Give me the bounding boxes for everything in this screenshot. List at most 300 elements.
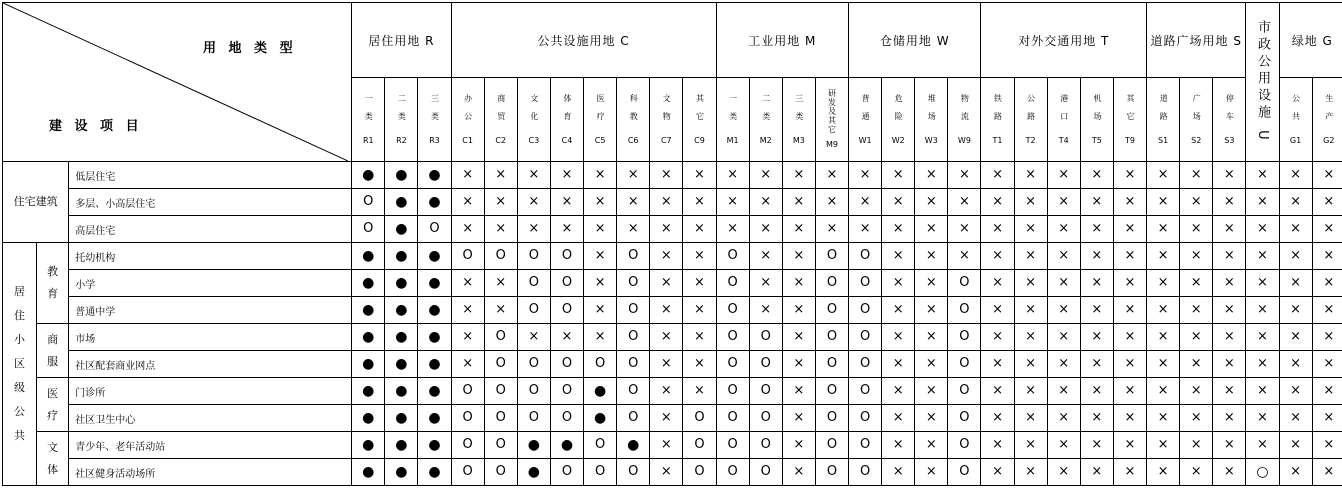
category-label: 居住小区级公共	[14, 285, 26, 442]
mark-not-allowed: ×	[1213, 243, 1246, 270]
mark-not-allowed: ×	[1113, 432, 1146, 459]
mark-conditional: O	[948, 351, 981, 378]
subheader-code: R3	[429, 135, 440, 145]
subheader-label: 二类	[397, 93, 407, 130]
mark-allowed: ●	[352, 378, 385, 405]
mark-not-allowed: ×	[1014, 351, 1047, 378]
mark-allowed: ●	[352, 297, 385, 324]
mark-conditional: O	[617, 405, 650, 432]
subcategory-label: 商服	[47, 332, 59, 368]
mark-not-allowed: ×	[1080, 405, 1113, 432]
mark-allowed: ●	[385, 216, 418, 243]
mark-not-allowed: ×	[1246, 189, 1279, 216]
mark-not-allowed: ×	[782, 270, 815, 297]
mark-conditional: O	[484, 432, 517, 459]
mark-not-allowed: ×	[1080, 378, 1113, 405]
mark-conditional: O	[484, 378, 517, 405]
subheader-code: T5	[1091, 135, 1102, 145]
mark-not-allowed: ×	[1047, 297, 1080, 324]
mark-conditional: O	[716, 378, 749, 405]
mark-conditional: O	[948, 405, 981, 432]
mark-allowed: ●	[418, 270, 451, 297]
subheader-m9	[815, 78, 848, 162]
mark-not-allowed: ×	[1113, 297, 1146, 324]
mark-conditional: O	[584, 432, 617, 459]
mark-not-allowed: ×	[1246, 243, 1279, 270]
mark-not-allowed: ×	[749, 162, 782, 189]
subheader-code: G2	[1323, 135, 1335, 145]
mark-not-allowed: ×	[683, 378, 716, 405]
mark-conditional: O	[617, 297, 650, 324]
mark-conditional: O	[749, 324, 782, 351]
mark-not-allowed: ×	[1312, 270, 1342, 297]
project-name: 小学	[69, 270, 352, 297]
mark-not-allowed: ×	[1147, 459, 1180, 486]
mark-not-allowed: ×	[650, 162, 683, 189]
subheader-code: C9	[694, 135, 705, 145]
mark-conditional: O	[617, 459, 650, 486]
mark-conditional: O	[550, 351, 583, 378]
table-row	[3, 459, 1342, 486]
subcategory-label: 文体	[47, 440, 59, 476]
mark-allowed: ●	[385, 189, 418, 216]
mark-not-allowed: ×	[782, 189, 815, 216]
mark-not-allowed: ×	[882, 405, 915, 432]
table-row	[3, 297, 1342, 324]
mark-allowed: ●	[418, 378, 451, 405]
mark-not-allowed: ×	[749, 297, 782, 324]
mark-not-allowed: ×	[683, 243, 716, 270]
mark-allowed: ●	[385, 459, 418, 486]
mark-conditional: O	[484, 405, 517, 432]
mark-not-allowed: ×	[1213, 216, 1246, 243]
mark-not-allowed: ×	[981, 162, 1014, 189]
table-row	[3, 405, 1342, 432]
subheader-code: W2	[891, 135, 905, 145]
mark-not-allowed: ×	[650, 405, 683, 432]
mark-allowed: ●	[352, 324, 385, 351]
mark-conditional: O	[948, 459, 981, 486]
subheader-c4	[550, 78, 583, 162]
mark-conditional: O	[716, 351, 749, 378]
mark-not-allowed: ×	[782, 216, 815, 243]
mark-not-allowed: ×	[981, 405, 1014, 432]
mark-not-allowed: ×	[1113, 324, 1146, 351]
mark-not-allowed: ×	[782, 459, 815, 486]
mark-not-allowed: ×	[1279, 432, 1312, 459]
mark-not-allowed: ×	[1014, 189, 1047, 216]
diagonal-line	[3, 3, 348, 161]
mark-not-allowed: ×	[882, 459, 915, 486]
subheader-label: 文物	[662, 93, 672, 130]
subheader-label: 公共	[1291, 93, 1301, 130]
subheader-label: 一类	[364, 93, 374, 130]
group-header-7: 绿地 G	[1279, 3, 1342, 78]
mark-not-allowed: ×	[1213, 459, 1246, 486]
mark-not-allowed: ×	[584, 162, 617, 189]
mark-not-allowed: ×	[1279, 270, 1312, 297]
mark-not-allowed: ×	[1279, 297, 1312, 324]
mark-not-allowed: ×	[1279, 216, 1312, 243]
mark-conditional: O	[849, 243, 882, 270]
mark-not-allowed: ×	[915, 162, 948, 189]
mark-not-allowed: ×	[1047, 189, 1080, 216]
subheader-m1	[716, 78, 749, 162]
subheader-w2	[882, 78, 915, 162]
mark-not-allowed: ×	[1312, 243, 1342, 270]
mark-not-allowed: ×	[749, 243, 782, 270]
mark-not-allowed: ×	[451, 189, 484, 216]
mark-conditional: O	[484, 351, 517, 378]
subheader-code: W3	[924, 135, 938, 145]
category-cell	[3, 162, 69, 243]
mark-not-allowed: ×	[882, 324, 915, 351]
mark-not-allowed: ×	[1147, 432, 1180, 459]
mark-conditional: O	[849, 459, 882, 486]
project-name: 市场	[69, 324, 352, 351]
mark-conditional: O	[517, 270, 550, 297]
mark-not-allowed: ×	[1246, 270, 1279, 297]
mark-not-allowed: ×	[1113, 162, 1146, 189]
mark-not-allowed: ×	[451, 216, 484, 243]
mark-not-allowed: ×	[617, 216, 650, 243]
mark-not-allowed: ×	[1246, 216, 1279, 243]
mark-not-allowed: ×	[1180, 297, 1213, 324]
mark-not-allowed: ×	[882, 270, 915, 297]
mark-conditional: ○	[1246, 459, 1279, 486]
mark-not-allowed: ×	[981, 351, 1014, 378]
mark-conditional: O	[517, 297, 550, 324]
mark-not-allowed: ×	[1047, 243, 1080, 270]
mark-not-allowed: ×	[782, 324, 815, 351]
subheader-code: R2	[396, 135, 407, 145]
mark-not-allowed: ×	[1147, 216, 1180, 243]
mark-not-allowed: ×	[584, 243, 617, 270]
mark-not-allowed: ×	[1180, 270, 1213, 297]
mark-not-allowed: ×	[948, 162, 981, 189]
mark-not-allowed: ×	[1080, 162, 1113, 189]
subheader-code: G1	[1289, 135, 1302, 145]
mark-not-allowed: ×	[517, 189, 550, 216]
mark-not-allowed: ×	[1246, 405, 1279, 432]
subcategory-cell	[37, 432, 69, 486]
mark-not-allowed: ×	[1014, 297, 1047, 324]
mark-conditional: O	[584, 351, 617, 378]
mark-not-allowed: ×	[1180, 162, 1213, 189]
mark-conditional: O	[815, 270, 848, 297]
subheader-label: 铁路	[993, 93, 1003, 130]
subheader-code: S1	[1158, 135, 1169, 145]
subheader-label: 研发及其它	[827, 89, 837, 134]
subheader-w1	[849, 78, 882, 162]
mark-not-allowed: ×	[782, 162, 815, 189]
project-name: 普通中学	[69, 297, 352, 324]
mark-conditional: O	[584, 459, 617, 486]
mark-not-allowed: ×	[451, 270, 484, 297]
mark-not-allowed: ×	[517, 216, 550, 243]
mark-not-allowed: ×	[782, 297, 815, 324]
mark-conditional: O	[716, 432, 749, 459]
mark-not-allowed: ×	[584, 297, 617, 324]
subheader-code: C6	[627, 135, 639, 145]
mark-not-allowed: ×	[1312, 162, 1342, 189]
mark-not-allowed: ×	[1312, 189, 1342, 216]
subheader-code: S3	[1224, 135, 1235, 145]
mark-not-allowed: ×	[782, 351, 815, 378]
mark-allowed: ●	[385, 351, 418, 378]
mark-not-allowed: ×	[1147, 243, 1180, 270]
mark-conditional: O	[352, 189, 385, 216]
subheader-code: R1	[362, 135, 374, 145]
mark-conditional: O	[948, 432, 981, 459]
subheader-g2	[1312, 78, 1342, 162]
mark-not-allowed: ×	[1246, 162, 1279, 189]
mark-not-allowed: ×	[815, 162, 848, 189]
mark-not-allowed: ×	[1279, 459, 1312, 486]
mark-not-allowed: ×	[1014, 243, 1047, 270]
mark-allowed: ●	[385, 243, 418, 270]
mark-conditional: O	[716, 243, 749, 270]
mark-not-allowed: ×	[550, 162, 583, 189]
mark-conditional: O	[749, 378, 782, 405]
subcategory-cell	[37, 243, 69, 324]
mark-not-allowed: ×	[849, 162, 882, 189]
mark-not-allowed: ×	[849, 189, 882, 216]
mark-conditional: O	[550, 378, 583, 405]
mark-conditional: O	[849, 378, 882, 405]
mark-conditional: O	[352, 216, 385, 243]
subheader-label: 港口	[1059, 93, 1069, 130]
mark-not-allowed: ×	[1113, 405, 1146, 432]
subcategory-label: 医疗	[47, 386, 59, 422]
subheader-code: M9	[825, 140, 838, 149]
mark-not-allowed: ×	[683, 351, 716, 378]
mark-not-allowed: ×	[882, 378, 915, 405]
mark-not-allowed: ×	[981, 189, 1014, 216]
mark-not-allowed: ×	[815, 216, 848, 243]
mark-conditional: O	[617, 243, 650, 270]
mark-conditional: O	[683, 459, 716, 486]
mark-not-allowed: ×	[716, 216, 749, 243]
group-header-6: 市政公用设施 U	[1246, 3, 1279, 162]
mark-not-allowed: ×	[1213, 324, 1246, 351]
mark-conditional: O	[517, 378, 550, 405]
mark-not-allowed: ×	[1080, 270, 1113, 297]
mark-not-allowed: ×	[1246, 297, 1279, 324]
mark-not-allowed: ×	[1113, 378, 1146, 405]
mark-conditional: O	[716, 297, 749, 324]
subheader-label: 三类	[430, 93, 440, 130]
subheader-r2	[385, 78, 418, 162]
mark-conditional: O	[849, 324, 882, 351]
mark-conditional: O	[517, 405, 550, 432]
mark-not-allowed: ×	[782, 378, 815, 405]
mark-conditional: O	[418, 216, 451, 243]
group-header-5: 道路广场用地 S	[1147, 3, 1246, 78]
mark-not-allowed: ×	[650, 243, 683, 270]
subheader-code: C2	[495, 135, 507, 145]
subheader-label: 其它	[1125, 93, 1135, 130]
mark-not-allowed: ×	[1180, 378, 1213, 405]
mark-conditional: O	[716, 459, 749, 486]
mark-conditional: O	[683, 432, 716, 459]
mark-not-allowed: ×	[1014, 162, 1047, 189]
mark-conditional: O	[550, 405, 583, 432]
mark-not-allowed: ×	[550, 189, 583, 216]
mark-not-allowed: ×	[749, 270, 782, 297]
project-name: 门诊所	[69, 378, 352, 405]
mark-allowed: ●	[352, 432, 385, 459]
mark-not-allowed: ×	[1279, 405, 1312, 432]
mark-not-allowed: ×	[915, 270, 948, 297]
group-header-0: 居住用地 R	[352, 3, 451, 78]
mark-not-allowed: ×	[484, 270, 517, 297]
mark-not-allowed: ×	[1213, 405, 1246, 432]
mark-not-allowed: ×	[915, 216, 948, 243]
subheader-t4	[1047, 78, 1080, 162]
subheader-s2	[1180, 78, 1213, 162]
mark-allowed: ●	[385, 405, 418, 432]
mark-not-allowed: ×	[1180, 432, 1213, 459]
mark-not-allowed: ×	[650, 270, 683, 297]
subheader-r3	[418, 78, 451, 162]
land-type-label: 用 地 类 型	[203, 41, 297, 56]
mark-not-allowed: ×	[484, 297, 517, 324]
subheader-label: 堆场	[927, 93, 937, 130]
subheader-code: S2	[1191, 135, 1202, 145]
mark-not-allowed: ×	[1080, 297, 1113, 324]
mark-not-allowed: ×	[882, 297, 915, 324]
mark-not-allowed: ×	[749, 216, 782, 243]
mark-allowed: ●	[584, 378, 617, 405]
mark-not-allowed: ×	[815, 189, 848, 216]
mark-not-allowed: ×	[1180, 189, 1213, 216]
mark-not-allowed: ×	[915, 405, 948, 432]
mark-not-allowed: ×	[1014, 216, 1047, 243]
mark-not-allowed: ×	[617, 189, 650, 216]
mark-not-allowed: ×	[1147, 351, 1180, 378]
mark-not-allowed: ×	[650, 459, 683, 486]
mark-allowed: ●	[617, 432, 650, 459]
subheader-label: 一类	[728, 93, 738, 130]
mark-not-allowed: ×	[981, 297, 1014, 324]
subheader-r1	[352, 78, 385, 162]
mark-conditional: O	[749, 459, 782, 486]
subheader-m3	[782, 78, 815, 162]
mark-not-allowed: ×	[1080, 189, 1113, 216]
mark-not-allowed: ×	[1279, 162, 1312, 189]
project-label: 建 设 项 目	[49, 119, 143, 134]
project-name: 高层住宅	[69, 216, 352, 243]
mark-allowed: ●	[517, 459, 550, 486]
subheader-code: T2	[1025, 135, 1036, 145]
mark-conditional: O	[716, 324, 749, 351]
mark-not-allowed: ×	[915, 324, 948, 351]
group-header-2: 工业用地 M	[716, 3, 848, 78]
mark-allowed: ●	[352, 162, 385, 189]
mark-conditional: O	[484, 243, 517, 270]
subheader-w3	[915, 78, 948, 162]
mark-not-allowed: ×	[948, 243, 981, 270]
group-header-1: 公共设施用地 C	[451, 3, 716, 78]
mark-conditional: O	[815, 378, 848, 405]
subheader-c9	[683, 78, 716, 162]
mark-conditional: O	[815, 324, 848, 351]
mark-not-allowed: ×	[1113, 189, 1146, 216]
mark-not-allowed: ×	[981, 270, 1014, 297]
mark-not-allowed: ×	[1080, 432, 1113, 459]
mark-not-allowed: ×	[1312, 216, 1342, 243]
mark-not-allowed: ×	[1147, 162, 1180, 189]
mark-not-allowed: ×	[981, 459, 1014, 486]
group-header-4: 对外交通用地 T	[981, 3, 1147, 78]
mark-not-allowed: ×	[782, 405, 815, 432]
mark-allowed: ●	[352, 243, 385, 270]
mark-not-allowed: ×	[915, 378, 948, 405]
project-name: 青少年、老年活动站	[69, 432, 352, 459]
subheader-code: T4	[1058, 135, 1069, 145]
mark-not-allowed: ×	[517, 324, 550, 351]
mark-not-allowed: ×	[882, 432, 915, 459]
mark-conditional: O	[484, 324, 517, 351]
mark-not-allowed: ×	[451, 297, 484, 324]
subheader-code: M2	[759, 135, 772, 145]
mark-allowed: ●	[385, 324, 418, 351]
mark-not-allowed: ×	[1246, 351, 1279, 378]
mark-not-allowed: ×	[1080, 459, 1113, 486]
subheader-label: 科教	[629, 93, 639, 130]
table-row	[3, 162, 1342, 189]
mark-not-allowed: ×	[1113, 216, 1146, 243]
subheader-label: 二类	[761, 93, 771, 130]
mark-not-allowed: ×	[1147, 297, 1180, 324]
mark-not-allowed: ×	[1080, 216, 1113, 243]
subcategory-cell	[37, 378, 69, 432]
mark-not-allowed: ×	[1014, 378, 1047, 405]
mark-not-allowed: ×	[550, 216, 583, 243]
mark-not-allowed: ×	[1279, 351, 1312, 378]
group-header-3: 仓储用地 W	[849, 3, 981, 78]
subheader-code: C4	[561, 135, 573, 145]
mark-not-allowed: ×	[1279, 324, 1312, 351]
mark-allowed: ●	[385, 270, 418, 297]
mark-not-allowed: ×	[981, 324, 1014, 351]
mark-conditional: O	[716, 405, 749, 432]
subheader-t1	[981, 78, 1014, 162]
mark-not-allowed: ×	[650, 432, 683, 459]
mark-not-allowed: ×	[882, 243, 915, 270]
subheader-s1	[1147, 78, 1180, 162]
mark-conditional: O	[517, 243, 550, 270]
mark-allowed: ●	[418, 405, 451, 432]
table-body	[3, 162, 1342, 486]
subheader-label: 危险	[894, 93, 904, 130]
mark-not-allowed: ×	[584, 324, 617, 351]
mark-allowed: ●	[352, 459, 385, 486]
mark-not-allowed: ×	[1080, 351, 1113, 378]
mark-not-allowed: ×	[584, 216, 617, 243]
mark-conditional: O	[815, 351, 848, 378]
mark-not-allowed: ×	[683, 216, 716, 243]
mark-allowed: ●	[418, 162, 451, 189]
mark-not-allowed: ×	[1047, 351, 1080, 378]
table-row	[3, 270, 1342, 297]
mark-not-allowed: ×	[1246, 432, 1279, 459]
mark-conditional: O	[517, 351, 550, 378]
subheader-label: 物流	[960, 93, 970, 130]
subheader-c6	[617, 78, 650, 162]
table-row	[3, 216, 1342, 243]
